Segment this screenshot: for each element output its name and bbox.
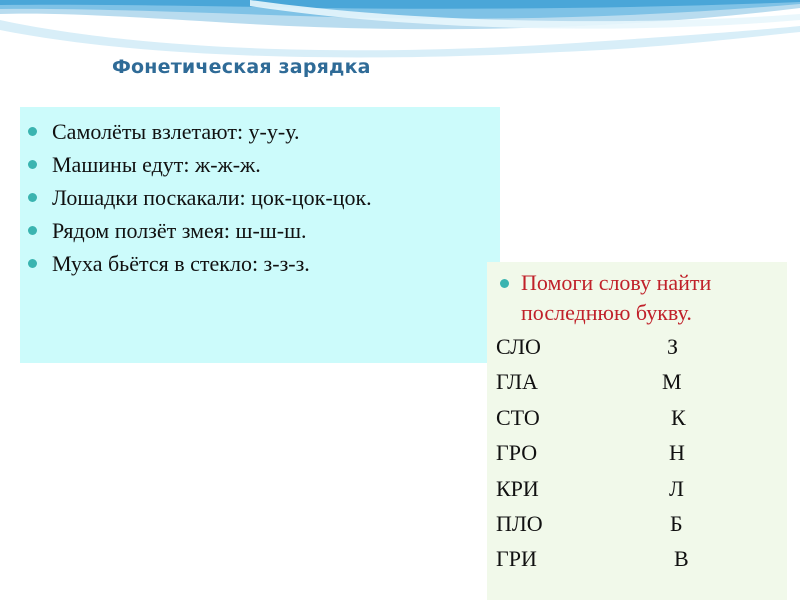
word-pair (487, 330, 787, 365)
word-letter: К (671, 404, 686, 430)
word-pair (487, 542, 787, 577)
word-fragment: СЛО (496, 334, 541, 359)
slide-title: Фонетическая зарядка (112, 56, 371, 78)
word-task-box (487, 262, 787, 600)
word-letter: Б (670, 510, 683, 536)
word-pair (487, 472, 787, 507)
word-letter: З (667, 334, 679, 359)
word-pair (487, 365, 787, 400)
word-pairs (487, 330, 787, 578)
exercise-list (20, 115, 500, 280)
word-letter: М (662, 369, 682, 395)
word-letter: В (674, 546, 689, 572)
list-item: Самолёты взлетают: у-у-у. (20, 115, 500, 148)
task-instruction: Помоги слову найти последнюю букву. (487, 268, 787, 328)
word-fragment: ГЛА (496, 369, 538, 395)
word-letter: Л (669, 475, 684, 501)
exercise-box (20, 107, 500, 363)
word-pair (487, 507, 787, 542)
word-letter: Н (669, 440, 685, 466)
list-item: Рядом ползёт змея: ш-ш-ш. (20, 214, 500, 247)
word-pair (487, 436, 787, 471)
word-pair (487, 401, 787, 436)
list-item: Муха бьётся в стекло: з-з-з. (20, 247, 500, 280)
word-fragment: КРИ (496, 475, 539, 501)
list-item: Машины едут: ж-ж-ж. (20, 148, 500, 181)
word-fragment: СТО (496, 404, 540, 430)
word-fragment: ГРО (496, 440, 538, 466)
word-fragment: ПЛО (496, 510, 543, 536)
list-item: Лошадки поскакали: цок-цок-цок. (20, 181, 500, 214)
word-fragment: ГРИ (496, 546, 537, 572)
